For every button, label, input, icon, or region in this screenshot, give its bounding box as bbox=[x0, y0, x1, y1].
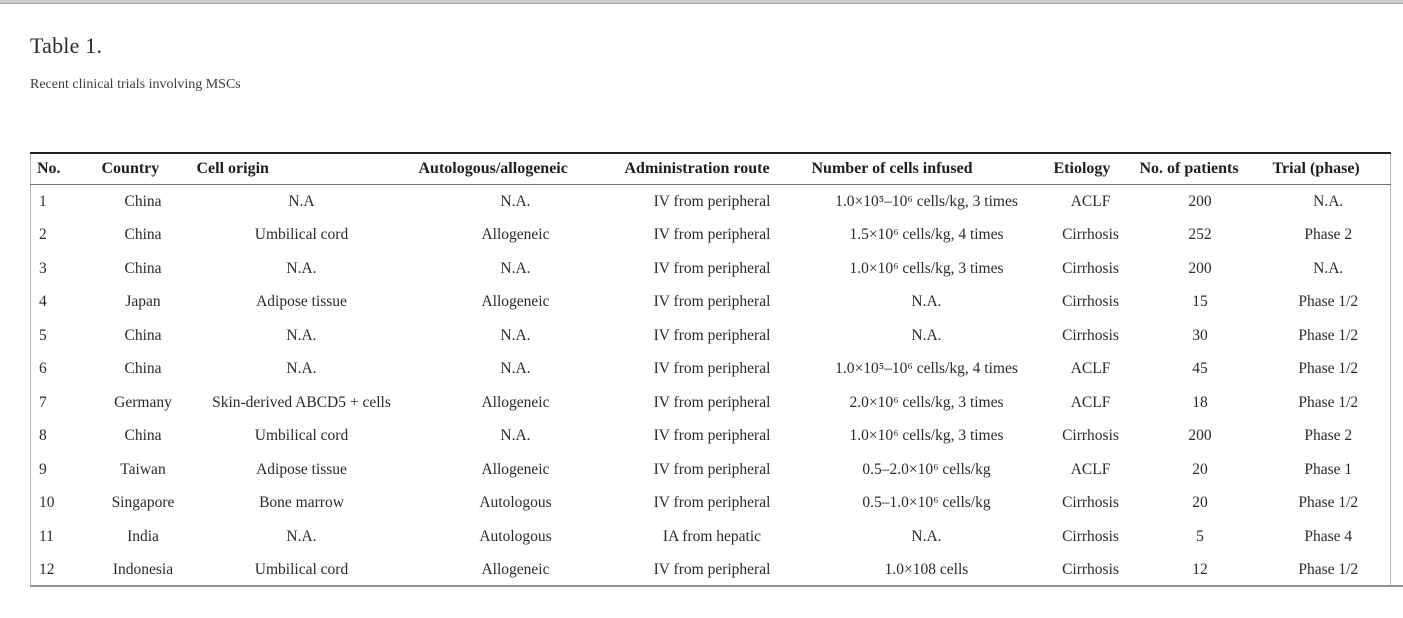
col-header-autologous-allogeneic: Autologous/allogeneic bbox=[413, 153, 619, 185]
table-cell: 0.5–1.0×10⁶ cells/kg bbox=[862, 494, 991, 512]
table-cell: 1.0×10⁵–10⁶ cells/kg, 4 times bbox=[835, 360, 1018, 378]
table-cell: N.A. bbox=[1313, 259, 1344, 277]
table-cell: Allogeneic bbox=[481, 226, 550, 244]
table-cell: Cirrhosis bbox=[1062, 427, 1119, 445]
table-cell: 10 bbox=[39, 494, 55, 512]
table-row bbox=[31, 185, 1391, 219]
table-cell: IV from peripheral bbox=[653, 561, 771, 579]
table-cell: 5 bbox=[1196, 527, 1204, 545]
table-cell: Phase 1/2 bbox=[1298, 494, 1359, 512]
table-cell: 7 bbox=[39, 393, 47, 411]
table-body bbox=[31, 185, 1391, 588]
table-cell: 15 bbox=[1192, 293, 1208, 311]
table-cell: 200 bbox=[1188, 259, 1212, 277]
table-cell: Phase 1/2 bbox=[1298, 393, 1359, 411]
table-cell: N.A. bbox=[500, 259, 531, 277]
table-cell: 1.0×10⁶ cells/kg, 3 times bbox=[849, 259, 1004, 277]
table-cell: IV from peripheral bbox=[653, 427, 771, 445]
table-cell: Umbilical cord bbox=[254, 427, 349, 445]
table-cell: Bone marrow bbox=[259, 494, 344, 512]
table-cell: N.A. bbox=[286, 527, 317, 545]
table-row bbox=[31, 252, 1391, 286]
table-cell: 18 bbox=[1192, 393, 1208, 411]
table-cell: Phase 1 bbox=[1304, 460, 1353, 478]
table-cell: N.A. bbox=[911, 326, 942, 344]
table-cell: 8 bbox=[39, 427, 47, 445]
table-cell: N.A. bbox=[500, 192, 531, 210]
table-cell: N.A. bbox=[286, 326, 317, 344]
table-cell: N.A. bbox=[911, 293, 942, 311]
table-cell: ACLF bbox=[1070, 192, 1111, 210]
table-cell: N.A. bbox=[500, 427, 531, 445]
table-row bbox=[31, 420, 1391, 454]
table-cell: N.A. bbox=[286, 259, 317, 277]
table-cell: 1 bbox=[39, 192, 47, 210]
table-cell: Phase 4 bbox=[1304, 527, 1353, 545]
table-cell: IV from peripheral bbox=[653, 494, 771, 512]
table-cell: Adipose tissue bbox=[256, 460, 347, 478]
table-cell: Japan bbox=[125, 293, 161, 311]
table-cell: India bbox=[127, 527, 159, 545]
table-cell: N.A. bbox=[911, 527, 942, 545]
col-header-etiology: Etiology bbox=[1048, 153, 1134, 185]
table-caption: Recent clinical trials involving MSCs bbox=[30, 77, 241, 92]
table-cell: Indonesia bbox=[112, 561, 174, 579]
table-cell: IV from peripheral bbox=[653, 226, 771, 244]
table-cell: Phase 1/2 bbox=[1298, 561, 1359, 579]
table-cell: IV from peripheral bbox=[653, 259, 771, 277]
table-cell: ACLF bbox=[1070, 460, 1111, 478]
table-cell: Umbilical cord bbox=[254, 226, 349, 244]
table-row bbox=[31, 520, 1391, 554]
table-cell: 12 bbox=[1192, 561, 1208, 579]
table-header-row bbox=[31, 153, 1391, 185]
table-cell: 6 bbox=[39, 360, 47, 378]
table-cell: IA from hepatic bbox=[662, 527, 762, 545]
col-header-no: No. bbox=[31, 153, 96, 185]
table-header bbox=[31, 153, 1391, 185]
clinical-trials-table bbox=[30, 152, 1391, 587]
table-row bbox=[31, 554, 1391, 588]
table-cell: Cirrhosis bbox=[1062, 259, 1119, 277]
table-cell: IV from peripheral bbox=[653, 393, 771, 411]
table-cell: 1.0×10⁵–10⁶ cells/kg, 3 times bbox=[835, 192, 1018, 210]
table-cell: Cirrhosis bbox=[1062, 326, 1119, 344]
table-cell: China bbox=[124, 226, 162, 244]
table-cell: N.A bbox=[288, 192, 315, 210]
table-cell: Phase 1/2 bbox=[1298, 326, 1359, 344]
table-cell: IV from peripheral bbox=[653, 326, 771, 344]
table-cell: N.A. bbox=[500, 326, 531, 344]
table-cell: 4 bbox=[39, 293, 47, 311]
table-cell: Umbilical cord bbox=[254, 561, 349, 579]
table-cell: Cirrhosis bbox=[1062, 494, 1119, 512]
table-cell: Taiwan bbox=[120, 460, 166, 478]
table-cell: Phase 1/2 bbox=[1298, 360, 1359, 378]
table-cell: Cirrhosis bbox=[1062, 527, 1119, 545]
col-header-administration-route: Administration route bbox=[619, 153, 806, 185]
table-cell: 0.5–2.0×10⁶ cells/kg bbox=[862, 460, 991, 478]
table-cell: Cirrhosis bbox=[1062, 226, 1119, 244]
table-row bbox=[31, 319, 1391, 353]
col-header-cell-origin: Cell origin bbox=[191, 153, 413, 185]
table-cell: Phase 2 bbox=[1304, 226, 1353, 244]
table-cell: 1.0×108 cells bbox=[884, 561, 969, 579]
table-row bbox=[31, 386, 1391, 420]
table-cell: 45 bbox=[1192, 360, 1208, 378]
table-cell: 1.0×10⁶ cells/kg, 3 times bbox=[849, 427, 1004, 445]
col-header-country: Country bbox=[96, 153, 191, 185]
page-top-divider bbox=[0, 0, 1403, 4]
table-cell: Phase 2 bbox=[1304, 427, 1353, 445]
table-cell: IV from peripheral bbox=[653, 360, 771, 378]
table-cell: Cirrhosis bbox=[1062, 561, 1119, 579]
table-row bbox=[31, 453, 1391, 487]
table-cell: N.A. bbox=[286, 360, 317, 378]
col-header-trial-phase: Trial (phase) bbox=[1267, 153, 1391, 185]
table-cell: ACLF bbox=[1070, 393, 1111, 411]
table-cell: China bbox=[124, 360, 162, 378]
table-cell: Allogeneic bbox=[481, 561, 550, 579]
table-cell: Germany bbox=[114, 393, 172, 411]
table-bottom-divider bbox=[30, 585, 1403, 587]
table-title: Table 1. bbox=[30, 33, 103, 58]
table-cell: 30 bbox=[1192, 326, 1208, 344]
table-cell: Allogeneic bbox=[481, 393, 550, 411]
table-cell: IV from peripheral bbox=[653, 460, 771, 478]
table-cell: 200 bbox=[1188, 427, 1212, 445]
table-cell: Skin-derived ABCD5 + cells bbox=[212, 393, 391, 411]
table-cell: 12 bbox=[39, 561, 55, 579]
table-cell: 11 bbox=[39, 527, 54, 545]
table-cell: IV from peripheral bbox=[653, 293, 771, 311]
table-cell: IV from peripheral bbox=[653, 192, 771, 210]
table-cell: 5 bbox=[39, 326, 47, 344]
table-cell: 20 bbox=[1192, 494, 1208, 512]
table-row bbox=[31, 353, 1391, 387]
table-cell: Singapore bbox=[111, 494, 175, 512]
table-cell: 2 bbox=[39, 226, 47, 244]
table-cell: 1.5×10⁶ cells/kg, 4 times bbox=[849, 226, 1004, 244]
table-cell: Phase 1/2 bbox=[1298, 293, 1359, 311]
table-cell: N.A. bbox=[500, 360, 531, 378]
table-cell: Adipose tissue bbox=[256, 293, 347, 311]
table-cell: China bbox=[124, 326, 162, 344]
col-header-number-cells-infused: Number of cells infused bbox=[806, 153, 1048, 185]
table-cell: 200 bbox=[1188, 192, 1212, 210]
table-cell: Autologous bbox=[479, 527, 552, 545]
table-cell: 252 bbox=[1188, 226, 1212, 244]
table-cell: China bbox=[124, 259, 162, 277]
table-cell: 2.0×10⁶ cells/kg, 3 times bbox=[849, 393, 1004, 411]
table-cell: Cirrhosis bbox=[1062, 293, 1119, 311]
table-cell: ACLF bbox=[1070, 360, 1111, 378]
table-cell: China bbox=[124, 192, 162, 210]
table-cell: 9 bbox=[39, 460, 47, 478]
table-row bbox=[31, 487, 1391, 521]
table-cell: China bbox=[124, 427, 162, 445]
table-cell: 3 bbox=[39, 259, 47, 277]
table-cell: 20 bbox=[1192, 460, 1208, 478]
table-cell: Allogeneic bbox=[481, 460, 550, 478]
table-cell: Autologous bbox=[479, 494, 552, 512]
table-row bbox=[31, 286, 1391, 320]
table-row bbox=[31, 219, 1391, 253]
table-cell: Allogeneic bbox=[481, 293, 550, 311]
table-cell: N.A. bbox=[1313, 192, 1344, 210]
col-header-no-of-patients: No. of patients bbox=[1134, 153, 1267, 185]
